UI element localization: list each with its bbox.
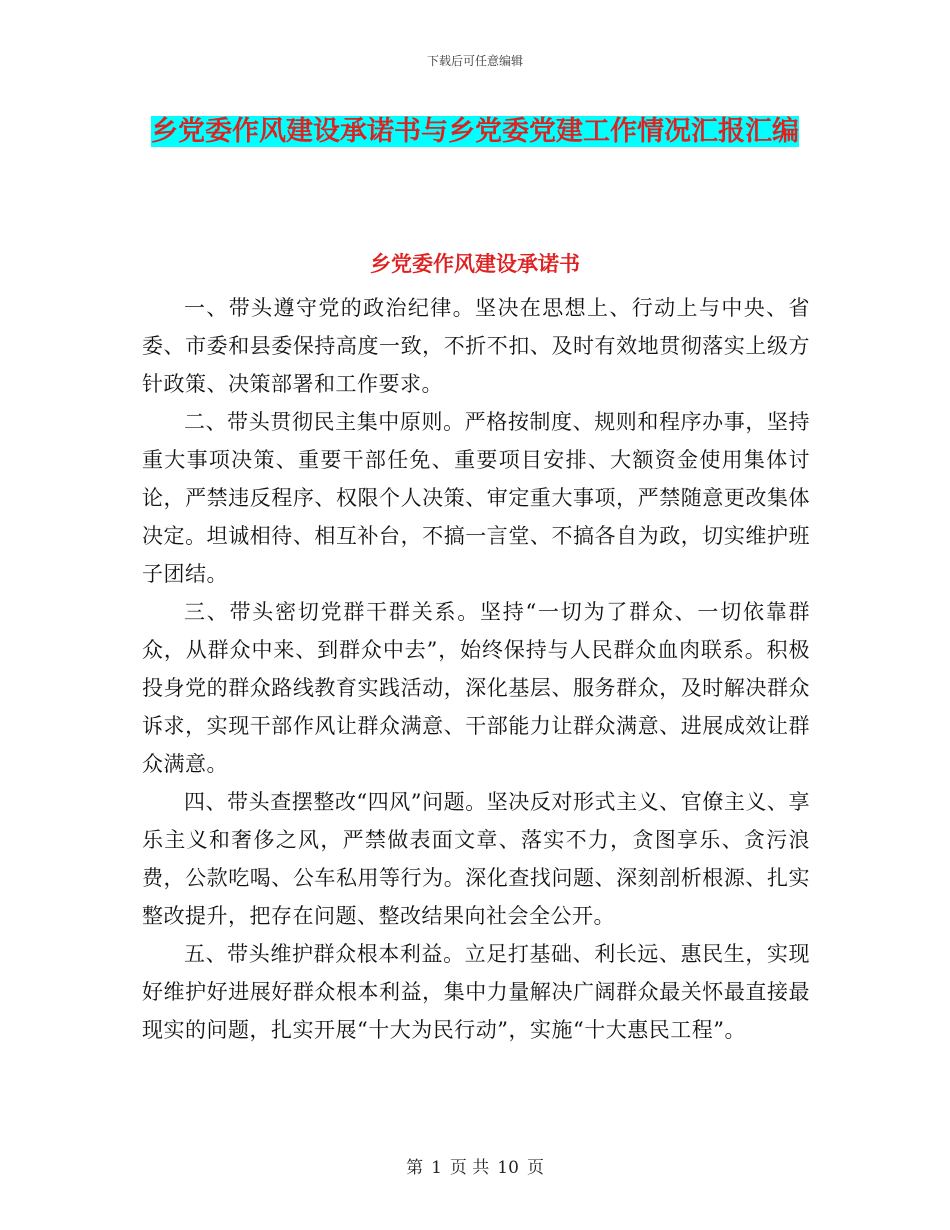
page-number: 1 [431,1158,442,1178]
document-title-text: 乡党委作风建设承诺书与乡党委党建工作情况汇报汇编 [151,116,799,147]
section-title: 乡党委作风建设承诺书 [370,252,580,276]
document-title [140,108,810,156]
total-pages: 10 [497,1158,519,1178]
page-footer [0,1153,950,1178]
paragraph-4: 四、带头查摆整改“四风”问题。坚决反对形式主义、官僚主义、享乐主义和奢侈之风，严禁做表面文章、落实不力，贪图享乐、贪污浪费，公款吃喝、公车私用等行为。深化查找问题、深刻剖析根源、扎实整改提升，把存在问题、整改结果向社会全公开。 [142,790,810,928]
page-label-suffix: 页 [526,1158,544,1178]
page-label-prefix: 第 [406,1158,424,1178]
paragraph-2: 二、带头贯彻民主集中原则。严格按制度、规则和程序办事，坚持重大事项决策、重要干部任免、重要项目安排、大额资金使用集体讨论，严禁违反程序、权限个人决策、审定重大事项，严禁随意更改集体决定。坦诚相待、相互补台，不搞一言堂、不搞各自为政，切实维护班子团结。 [142,410,810,586]
paragraph-3: 三、带头密切党群干群关系。坚持“一切为了群众、一切依靠群众，从群众中来、到群众中去”，始终保持与人民群众血肉联系。积极投身党的群众路线教育实践活动，深化基层、服务群众，及时解决群众诉求，实现干部作风让群众满意、干部能力让群众满意、进展成效让群众满意。 [142,600,810,776]
paragraph-1: 一、带头遵守党的政治纪律。坚决在思想上、行动上与中央、省委、市委和县委保持高度一致，不折不扣、及时有效地贯彻落实上级方针政策、决策部署和工作要求。 [142,296,810,396]
page-label-mid: 页 共 [449,1158,490,1178]
header-note: 下载后可任意编辑 [426,54,523,68]
body-text [142,289,810,1049]
paragraph-5: 五、带头维护群众根本利益。立足打基础、利长远、惠民生，实现好维护好进展好群众根本利益，集中力量解决广阔群众最关怀最直接最现实的问题，扎实开展“十大为民行动”，实施“十大惠民工程”。 [142,942,810,1042]
